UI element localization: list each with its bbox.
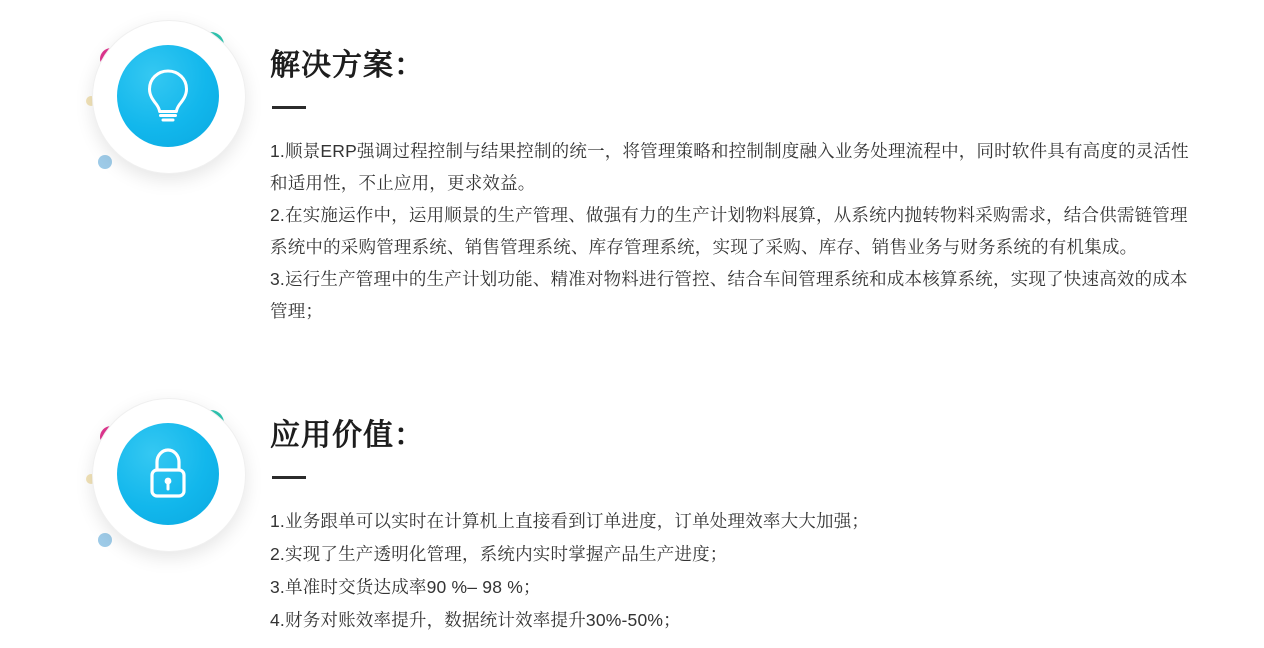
solution-paragraph-2: 2.在实施运作中，运用顺景的生产管理、做强有力的生产计划物料展算，从系统内抛转物料采购需求，结合供需链管理系统中的采购管理系统、销售管理系统、库存管理系统，实现了采购、库存、销售业务与财务系统的有机集成。 (270, 205, 1188, 257)
solution-heading: 解决方案： (270, 49, 425, 82)
solution-paragraph-1: 1.顺景ERP强调过程控制与结果控制的统一，将管理策略和控制制度融入业务处理流程中，同时软件具有高度的灵活性和适用性，不止应用，更求效益。 (270, 141, 1189, 193)
value-content (270, 378, 1264, 637)
solution-heading-rule (272, 106, 306, 109)
solution-icon-art (0, 0, 270, 190)
lightbulb-icon (117, 45, 219, 147)
value-heading: 应用价值： (270, 419, 425, 452)
decor-dot-light-blue (98, 533, 112, 547)
value-heading-rule (272, 476, 306, 479)
value-paragraph-4: 4.财务对账效率提升，数据统计效率提升30%-50%； (270, 610, 681, 630)
solution-content (270, 0, 1264, 327)
value-paragraph-1: 1.业务跟单可以实时在计算机上直接看到订单进度，订单处理效率大大加强； (270, 511, 870, 531)
value-paragraph-3: 3.单准时交货达成率90 %– 98 %； (270, 577, 541, 597)
section-application-value (0, 378, 1264, 637)
value-icon-art (0, 378, 270, 568)
value-paragraph-2: 2.实现了生产透明化管理，系统内实时掌握产品生产进度； (270, 544, 728, 564)
lock-icon (117, 423, 219, 525)
decor-dot-light-blue (98, 155, 112, 169)
value-paragraphs (270, 505, 1204, 637)
solution-paragraph-3: 3.运行生产管理中的生产计划功能、精准对物料进行管控、结合车间管理系统和成本核算系统，实现了快速高效的成本管理； (270, 269, 1188, 321)
solution-paragraphs (270, 135, 1204, 327)
